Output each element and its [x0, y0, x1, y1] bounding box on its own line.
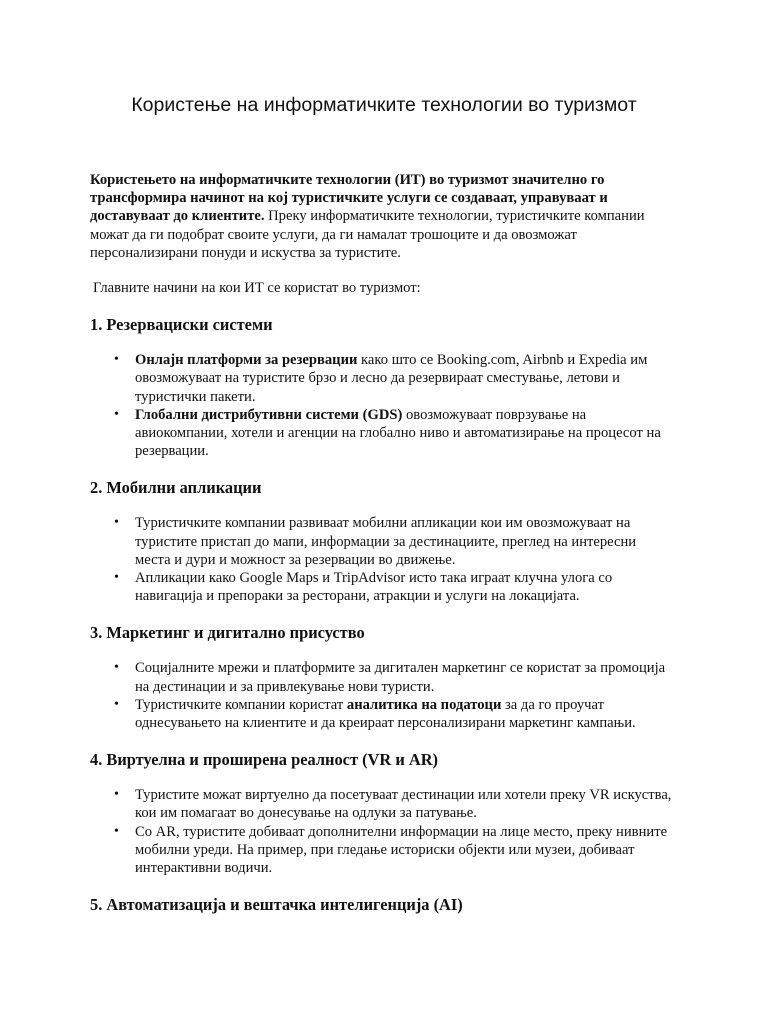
list-item — [135, 659, 674, 695]
list-item-pre-text: Туристичките компании користат — [135, 696, 347, 713]
section-list-reservation-systems — [90, 351, 674, 460]
intro-text: Преку информатичките технологии, туристичките компании можат да ги подобрат своите услуги, да ги намалат трошоците и да овозможат персонализирани понуди и искуства за туристите. — [90, 208, 645, 261]
list-item-text: Со AR, туристите добиваат дополнителни информации на лице место, преку нивните мобилни уреди. На пример, при гледање историски објекти или музеи, добиваат интерактивни водичи. — [135, 823, 668, 877]
document-body — [90, 171, 674, 915]
intro-bold-text: Користењето на информатичките технологии (ИТ) во туризмот значително го трансформира начинот на кој туристичките услуги се создаваат, управуваат и доставуваат до клиентите. — [90, 172, 608, 225]
section-list-mobile-apps — [90, 514, 674, 605]
list-item — [135, 406, 674, 461]
list-item-bold: Онлајн платформи за резервации — [135, 352, 358, 369]
list-item-text: како што се Booking.com, Airbnb и Expedia им овозможуваат на туристите брзо и лесно да резервираат сместување, летови и туристички пакети. — [135, 352, 648, 405]
list-item — [135, 514, 674, 569]
section-heading-automation-ai: 5. Автоматизација и вештачка интелигенција (AI) — [90, 895, 463, 915]
section-heading-vr-ar: 4. Виртуелна и проширена реалност (VR и AR) — [90, 750, 438, 770]
section-list-vr-ar — [90, 786, 674, 877]
list-item-bold: аналитика на податоци — [346, 696, 502, 713]
list-item-text: Туристите можат виртуелно да посетуваат дестинации или хотели преку VR искуства, кои им помагаат во донесување на одлуки за патување. — [135, 787, 672, 822]
section-list-marketing — [90, 659, 674, 732]
list-item-text: Социјалните мрежи и платформите за дигитален маркетинг се користат за промоција на дестинации и за привлекување нови туристи. — [135, 660, 666, 695]
list-item-text: овозможуваат поврзување на авиокомпании, хотели и агенции на глобално ниво и автоматизирање на процесот на резервации. — [135, 406, 661, 460]
list-item-text: Апликации како Google Maps и TripAdvisor исто така играат клучна улога со навигација и препораки за ресторани, атракции и услуги на локацијата. — [135, 570, 613, 605]
list-item-bold: Глобални дистрибутивни системи (GDS) — [135, 406, 403, 423]
list-item-text: за да го проучат однесувањето на клиентите и да креираат персонализирани маркетинг кампањи. — [135, 696, 636, 732]
list-item — [135, 696, 674, 732]
section-heading-reservation-systems: 1. Резервациски системи — [90, 315, 273, 335]
list-item — [135, 823, 674, 878]
section-heading-marketing: 3. Маркетинг и дигитално присуство — [90, 623, 365, 643]
section-heading-mobile-apps: 2. Мобилни апликации — [90, 478, 262, 498]
list-item-text: Туристичките компании развиваат мобилни апликации кои им овозможуваат на туристите пристап до мапи, информации за дестинациите, преглед на интересни места и дури и можност за резервации во движење. — [135, 515, 637, 568]
document-title: Користење на информатичките технологии во туризмот — [131, 94, 637, 116]
list-item — [135, 569, 674, 605]
list-item — [135, 786, 674, 822]
list-item — [135, 351, 674, 406]
lead-paragraph: Главните начини на кои ИТ се користат во туризмот: — [93, 280, 421, 297]
intro-paragraph — [90, 171, 674, 262]
